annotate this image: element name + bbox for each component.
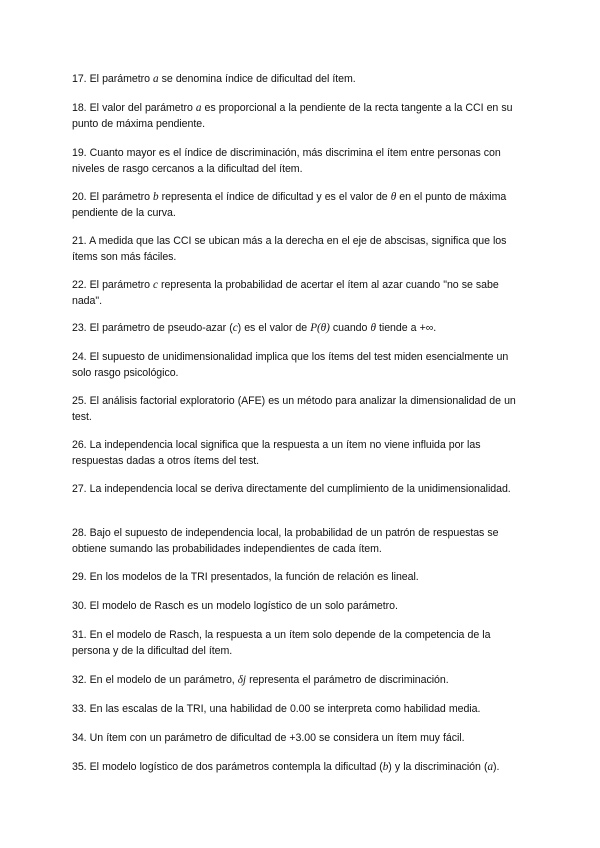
item-35 xyxy=(72,759,528,775)
item-21-text: 21. A medida que las CCI se ubican más a la derecha en el eje de abscisas, significa que los ítems son más fáciles. xyxy=(72,235,507,263)
item-22-text-2: representa la probabilidad de acertar el ítem al azar cuando "no se sabe nada". xyxy=(72,279,499,307)
item-18-param-a: a xyxy=(195,102,202,114)
item-27 xyxy=(72,481,528,497)
item-30-text: 30. El modelo de Rasch es un modelo logístico de un solo parámetro. xyxy=(72,600,398,612)
item-25 xyxy=(72,393,528,425)
item-33 xyxy=(72,701,528,717)
item-24 xyxy=(72,349,528,381)
item-19 xyxy=(72,145,528,177)
item-20-text-2: representa el índice de dificultad y es el valor de xyxy=(158,191,391,203)
item-26-text: 26. La independencia local significa que la respuesta a un ítem no viene influida por las respuestas dadas a otros ítems del test. xyxy=(72,439,481,467)
item-18 xyxy=(72,100,528,132)
item-20-theta: θ xyxy=(390,191,397,203)
item-35-param-a: a xyxy=(487,761,493,773)
item-20-text-1: 20. El parámetro xyxy=(72,191,154,203)
item-17-text-2: se denomina índice de dificultad del ítem. xyxy=(158,73,356,85)
item-35-text-3: ). xyxy=(492,761,500,773)
item-31 xyxy=(72,627,528,659)
item-26 xyxy=(72,437,528,469)
item-32 xyxy=(72,672,528,688)
item-22-text-1: 22. El parámetro xyxy=(72,279,154,291)
item-23-text-1: 23. El parámetro de pseudo-azar ( xyxy=(72,322,233,334)
item-23-param-c: c xyxy=(232,322,238,334)
item-17-text-1: 17. El parámetro xyxy=(72,73,154,85)
item-20-param-b: b xyxy=(153,191,159,203)
item-23-p-theta: P(θ) xyxy=(310,322,330,334)
item-23-text-2: ) es el valor de xyxy=(237,322,311,334)
item-18-text-1: 18. El valor del parámetro xyxy=(72,102,196,114)
item-32-text-1: 32. En el modelo de un parámetro, xyxy=(72,674,238,686)
item-30 xyxy=(72,598,528,614)
item-23 xyxy=(72,320,528,336)
item-18-text-2: es proporcional a la pendiente de la recta tangente a la CCI en su punto de máxima pendiente. xyxy=(72,102,513,130)
item-20-text-3: en el punto de máxima pendiente de la curva. xyxy=(72,191,507,219)
item-24-text: 24. El supuesto de unidimensionalidad implica que los ítems del test miden esencialmente un solo rasgo psicológico. xyxy=(72,351,509,379)
item-34-text: 34. Un ítem con un parámetro de dificultad de +3.00 se considera un ítem muy fácil. xyxy=(72,732,465,744)
item-32-text-2: representa el parámetro de discriminación. xyxy=(246,674,449,686)
item-28-text: 28. Bajo el supuesto de independencia local, la probabilidad de un patrón de respuestas se obtiene sumando las probabilidades independientes de cada ítem. xyxy=(72,527,499,555)
item-17 xyxy=(72,71,528,87)
item-31-text: 31. En el modelo de Rasch, la respuesta a un ítem solo depende de la competencia de la persona y de la dificultad del ítem. xyxy=(72,629,491,657)
item-35-text-2: ) y la discriminación ( xyxy=(388,761,488,773)
item-34 xyxy=(72,730,528,746)
item-35-param-b: b xyxy=(382,761,389,773)
item-22-param-c: c xyxy=(153,279,158,291)
item-23-theta: θ xyxy=(370,322,376,334)
item-25-text: 25. El análisis factorial exploratorio (AFE) es un método para analizar la dimensionalidad de un test. xyxy=(72,395,516,423)
item-23-text-4: tiende a +∞. xyxy=(375,322,437,334)
item-21 xyxy=(72,233,528,265)
item-35-text-1: 35. El modelo logístico de dos parámetros contempla la dificultad ( xyxy=(72,761,383,773)
item-27-text: 27. La independencia local se deriva directamente del cumplimiento de la unidimensionalidad. xyxy=(72,483,511,495)
item-33-text: 33. En las escalas de la TRI, una habilidad de 0.00 se interpreta como habilidad media. xyxy=(72,703,481,715)
item-23-text-3: cuando xyxy=(329,322,371,334)
item-17-param-a: a xyxy=(153,73,159,85)
item-28 xyxy=(72,525,528,557)
item-22 xyxy=(72,277,528,309)
item-29-text: 29. En los modelos de la TRI presentados, la función de relación es lineal. xyxy=(72,571,419,583)
item-29 xyxy=(72,569,528,585)
item-20 xyxy=(72,189,528,221)
item-32-delta-j: δj xyxy=(237,674,246,686)
item-19-text: 19. Cuanto mayor es el índice de discriminación, más discrimina el ítem entre personas con niveles de rasgo cercanos a la dificultad del ítem. xyxy=(72,147,501,175)
